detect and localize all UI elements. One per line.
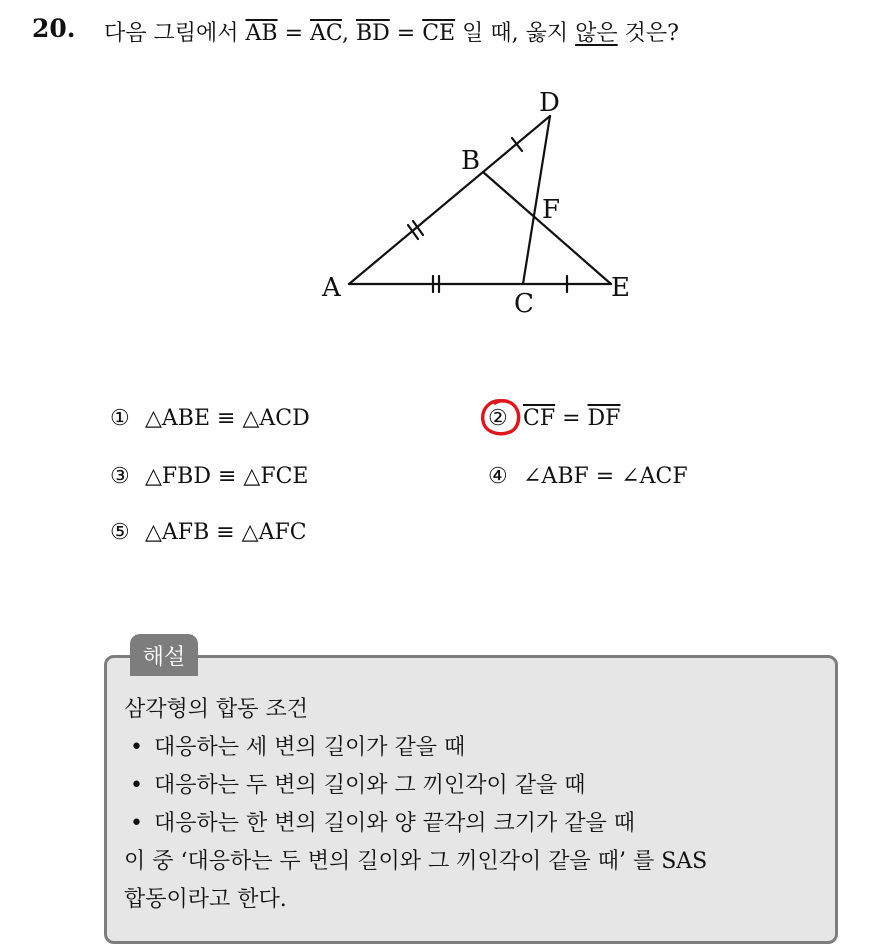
label-c: C: [514, 289, 534, 319]
label-e: E: [611, 273, 630, 303]
choice-2-segment-cf: $\overline{CF}$: [523, 406, 556, 431]
choice-2-segment-df: $\overline{DF}$: [587, 406, 621, 431]
bullet-1-text: 대응하는 세 변의 길이가 같을 때: [154, 735, 466, 760]
segment-ce: $\overline{CE}$: [422, 21, 456, 46]
explanation-tab: 해설: [130, 634, 198, 676]
choice-2-equals: =: [562, 406, 581, 431]
choice-5[interactable]: [110, 520, 307, 545]
choice-2[interactable]: [488, 406, 620, 431]
explanation-bullet-2: [130, 768, 586, 799]
choice-1-text: △ABE ≡ △ACD: [145, 406, 310, 431]
label-a: A: [322, 273, 341, 303]
equals-sign: =: [284, 21, 304, 46]
choice-3[interactable]: [110, 464, 309, 489]
choice-3-number: ③: [110, 464, 130, 489]
explanation-bullet-3: [130, 806, 635, 837]
choice-1[interactable]: [110, 406, 310, 431]
choice-5-number: ⑤: [110, 520, 130, 545]
geometry-figure: [0, 0, 884, 360]
choice-4-text: ∠ABF = ∠ACF: [523, 464, 688, 489]
bullet-icon: •: [130, 811, 143, 836]
segment-a-d: [349, 116, 550, 284]
question-mid: 일 때, 옳지: [462, 21, 569, 46]
bullet-icon: •: [130, 735, 143, 760]
label-d: D: [539, 88, 560, 118]
explanation-bullet-1: [130, 730, 465, 761]
choice-4-number: ④: [488, 464, 508, 489]
question-emphasis: 않은: [575, 21, 618, 46]
segment-ac: $\overline{AC}$: [310, 21, 342, 46]
bullet-2-text: 대응하는 두 변의 길이와 그 끼인각이 같을 때: [154, 773, 586, 798]
label-b: B: [461, 146, 481, 176]
comma: ,: [341, 21, 349, 46]
choice-1-number: ①: [110, 406, 130, 431]
question-suffix: 것은?: [624, 21, 679, 46]
question-number: 20.: [32, 14, 76, 43]
choice-4[interactable]: [488, 464, 688, 489]
choice-3-text: △FBD ≡ △FCE: [145, 464, 309, 489]
explanation-line-5: 이 중 ‘대응하는 두 변의 길이와 그 끼인각이 같을 때’ 를 SAS: [124, 849, 708, 874]
choice-5-text: △AFB ≡ △AFC: [145, 520, 307, 545]
segment-ab: $\overline{AB}$: [245, 21, 278, 46]
bullet-3-text: 대응하는 한 변의 길이와 양 끝각의 크기가 같을 때: [154, 811, 635, 836]
label-f: F: [542, 195, 561, 225]
segment-b-e: [483, 172, 611, 284]
bullet-icon: •: [130, 773, 143, 798]
segment-bd: $\overline{BD}$: [355, 21, 390, 46]
equals-sign-2: =: [396, 21, 416, 46]
explanation-heading: 삼각형의 합동 조건: [124, 697, 309, 722]
question-prefix: 다음 그림에서: [104, 21, 239, 46]
choice-2-number: ②: [488, 406, 508, 431]
explanation-line-6: 합동이라고 한다.: [124, 887, 287, 912]
